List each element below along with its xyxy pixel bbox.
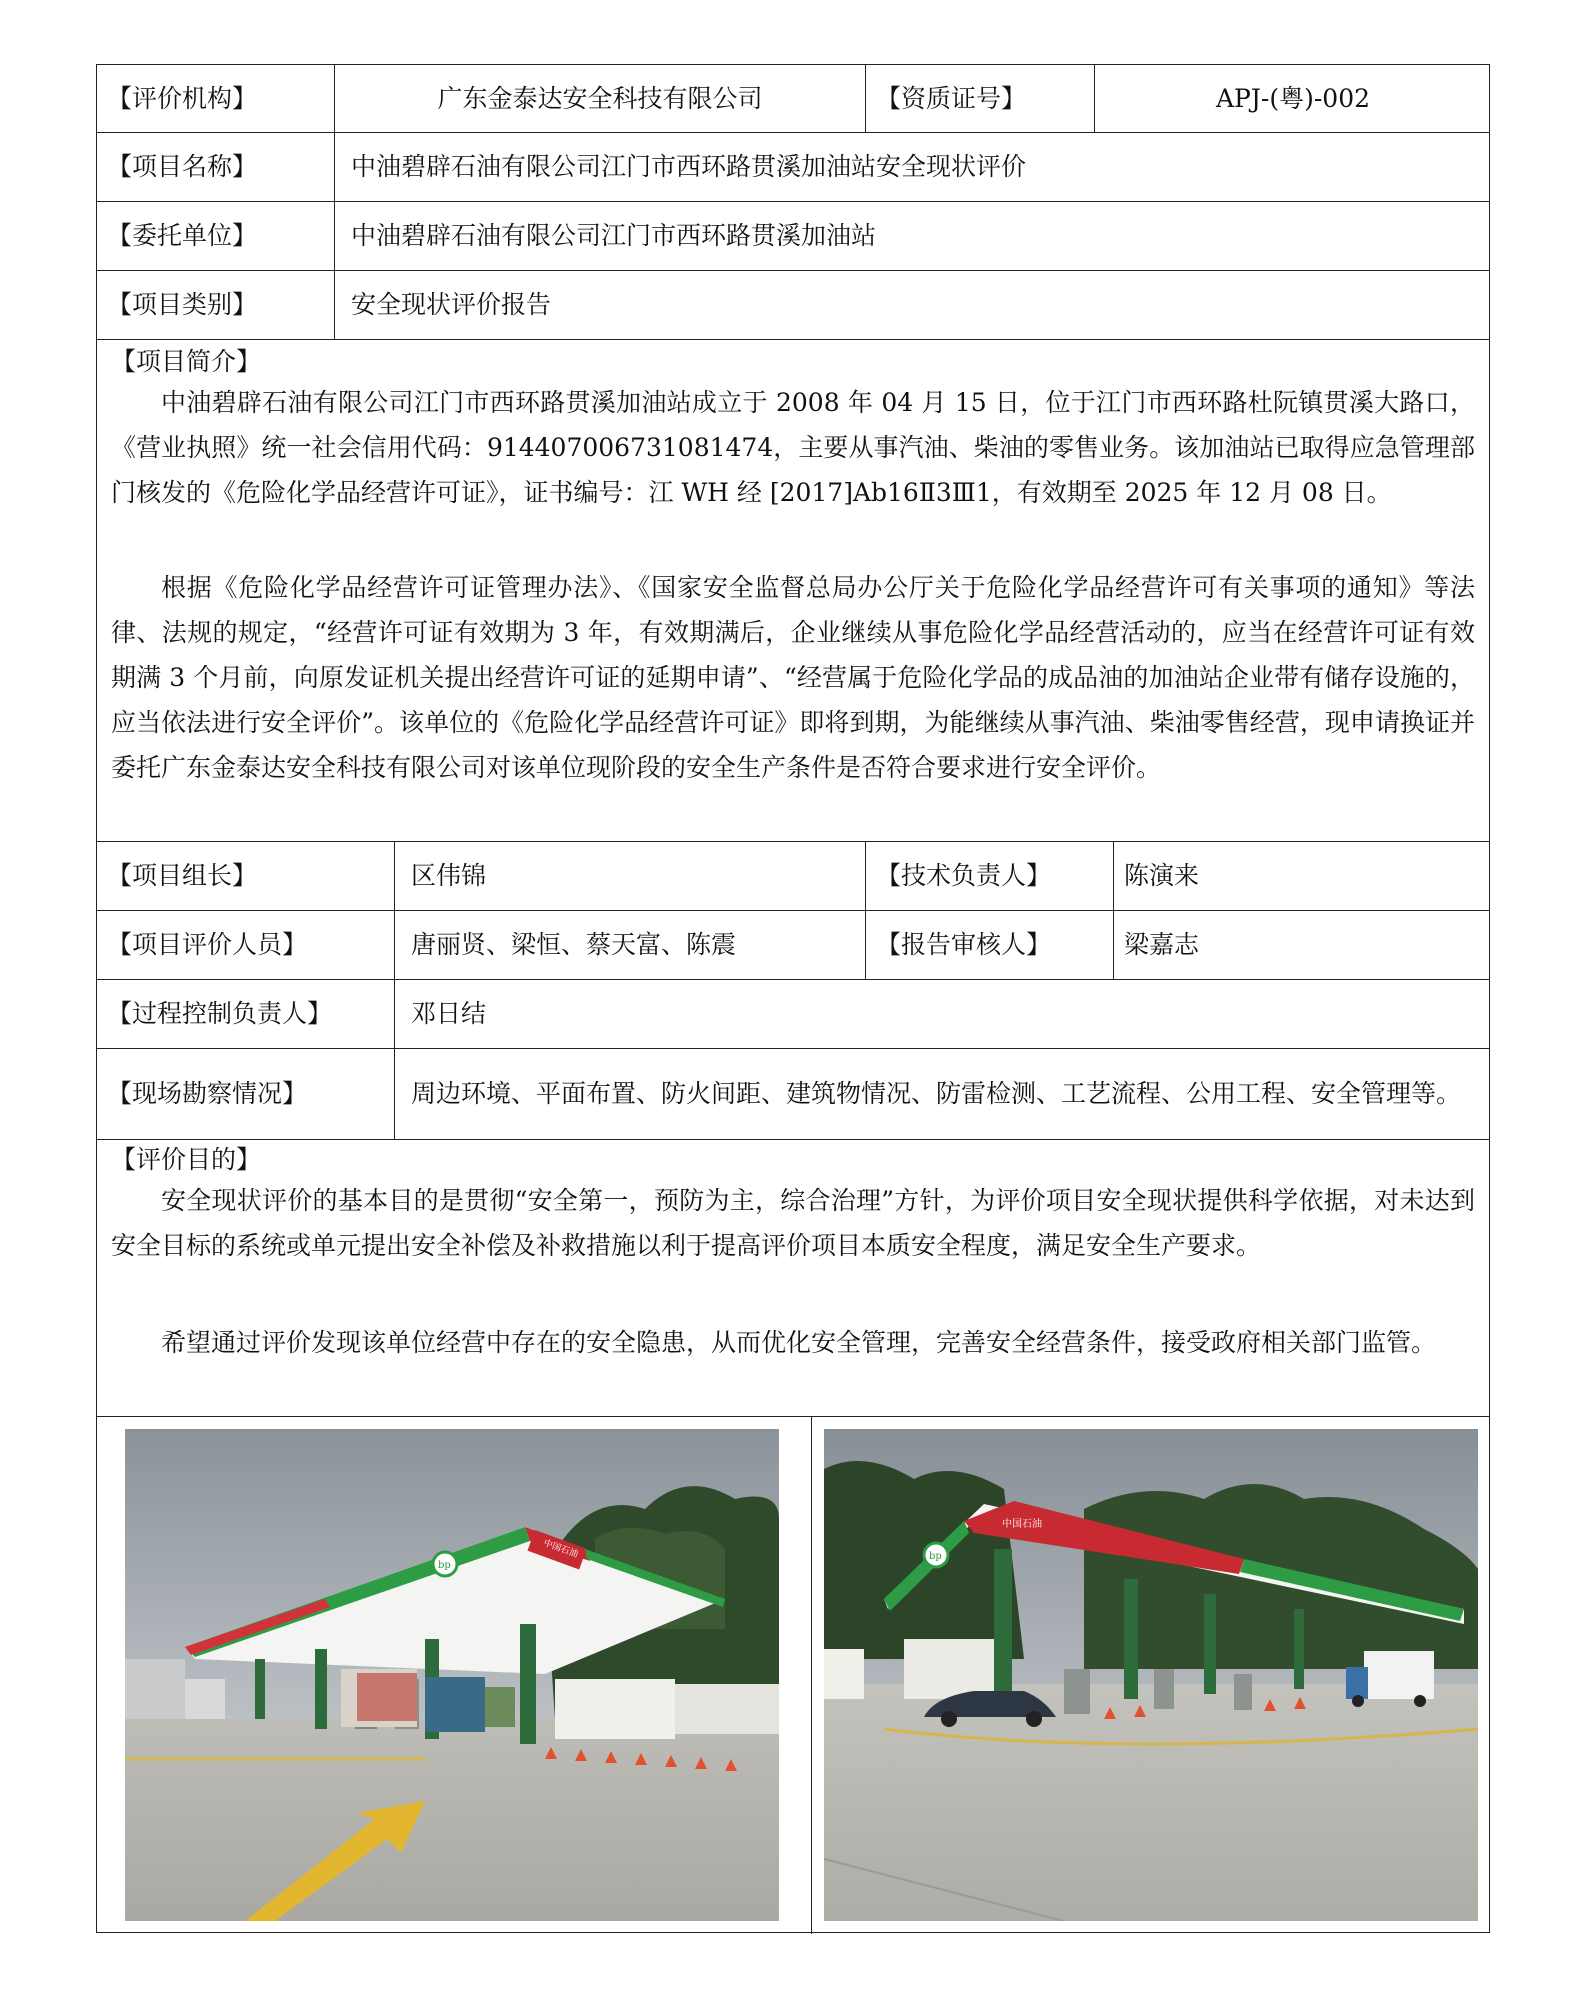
photos-divider (811, 1417, 812, 1934)
purpose-title: 【评价目的】 (111, 1145, 262, 1174)
tech-value: 陈演来 (1113, 842, 1491, 910)
intro-paragraph-1: 中油碧辟石油有限公司江门市西环路贯溪加油站成立于 2008 年 04 月 15 日，位于江门市西环路杜阮镇贯溪大路口，《营业执照》统一社会信用代码：91440700673108147​4，主要从事汽油、柴油的零售业务。该加油站已取得应急管理部门核发的《危险化学品经营许可证》，证书编号：江 WH 经 [2017]Ab16Ⅱ3Ⅲ1，有效期至 2025 年 12 月 08 日。 (111, 388, 1475, 507)
purpose-paragraph-2: 希望通过评价发现该单位经营中存在的安全隐患，从而优化安全管理，完善安全经营条件，接受政府相关部门监管。 (161, 1328, 1437, 1357)
evaluation-form (96, 64, 1490, 1933)
left-canopy-sign: 中国石油 (541, 1538, 580, 1561)
type-label: 【项目类别】 (107, 290, 258, 320)
project-name-label: 【项目名称】 (107, 152, 258, 182)
org-label: 【评价机构】 (107, 83, 258, 113)
process-label: 【过程控制负责人】 (107, 999, 333, 1029)
project-name-row (97, 133, 1489, 202)
gas-station-photo-right (824, 1429, 1478, 1921)
type-value: 安全现状评价报告 (334, 271, 1491, 339)
process-row (97, 980, 1489, 1049)
client-label: 【委托单位】 (107, 221, 258, 251)
cert-value: APJ-(粤)-002 (1094, 65, 1491, 132)
project-name-value: 中油碧辟石油有限公司江门市西环路贯溪加油站安全现状评价 (334, 133, 1491, 201)
left-bp-logo: bp (438, 1560, 451, 1571)
survey-value: 周边环境、平面布置、防火间距、建筑物情况、防雷检测、工艺流程、公用工程、安全管理等。 (394, 1049, 1491, 1139)
photos-row (97, 1417, 1489, 1934)
type-row (97, 271, 1489, 340)
survey-row (97, 1049, 1489, 1140)
intro-paragraph-2: 根据《危险化学品经营许可证管理办法》、《国家安全监督总局办公厅关于危险化学品经营许可有关事项的通知》等法律、法规的规定，“经营许可证有效期为 3 年，有效期满后，企业继续从事危险化学品经营活动的，应当在经营许可证有效期满 3 个月前，向原发证机关提出经营许可证的延期申请”、“经营属于危险化学品的成品油的加油站企业带有储存设施的，应当依法进行安全评价”。该单位的《危险化学品经营许可证》即将到期，为能继续从事汽油、柴油零售经营，现申请换证并委托广东金泰达安全科技有限公司对该单位现阶段的安全生产条件是否符合要求进行安全评价。 (111, 573, 1475, 782)
process-value: 邓日结 (394, 980, 1491, 1048)
leader-value: 区伟锦 (394, 842, 865, 910)
leader-label: 【项目组长】 (107, 861, 258, 891)
survey-label: 【现场勘察情况】 (107, 1079, 308, 1109)
tech-label: 【技术负责人】 (865, 842, 1113, 910)
intro-title: 【项目简介】 (111, 347, 262, 376)
org-row (97, 65, 1489, 133)
gas-station-photo-left (125, 1429, 779, 1921)
client-value: 中油碧辟石油有限公司江门市西环路贯溪加油站 (334, 202, 1491, 270)
right-bp-logo: bp (929, 1551, 942, 1562)
staff-value: 唐丽贤、梁恒、蔡天富、陈震 (394, 911, 865, 979)
intro-section (97, 340, 1489, 842)
leader-row (97, 842, 1489, 911)
staff-label: 【项目评价人员】 (107, 930, 308, 960)
staff-row (97, 911, 1489, 980)
purpose-section (97, 1140, 1489, 1417)
reviewer-value: 梁嘉志 (1113, 911, 1491, 979)
cert-label: 【资质证号】 (865, 65, 1094, 132)
purpose-paragraph-1: 安全现状评价的基本目的是贯彻“安全第一，预防为主，综合治理”方针，为评价项目安全现状提供科学依据，对未达到安全目标的系统或单元提出安全补偿及补救措施以利于提高评价项目本质安全程度，满足安全生产要求。 (111, 1186, 1475, 1260)
reviewer-label: 【报告审核人】 (865, 911, 1113, 979)
org-value: 广东金泰达安全科技有限公司 (334, 65, 865, 132)
client-row (97, 202, 1489, 271)
right-canopy-sign: 中国石油 (1002, 1519, 1042, 1530)
